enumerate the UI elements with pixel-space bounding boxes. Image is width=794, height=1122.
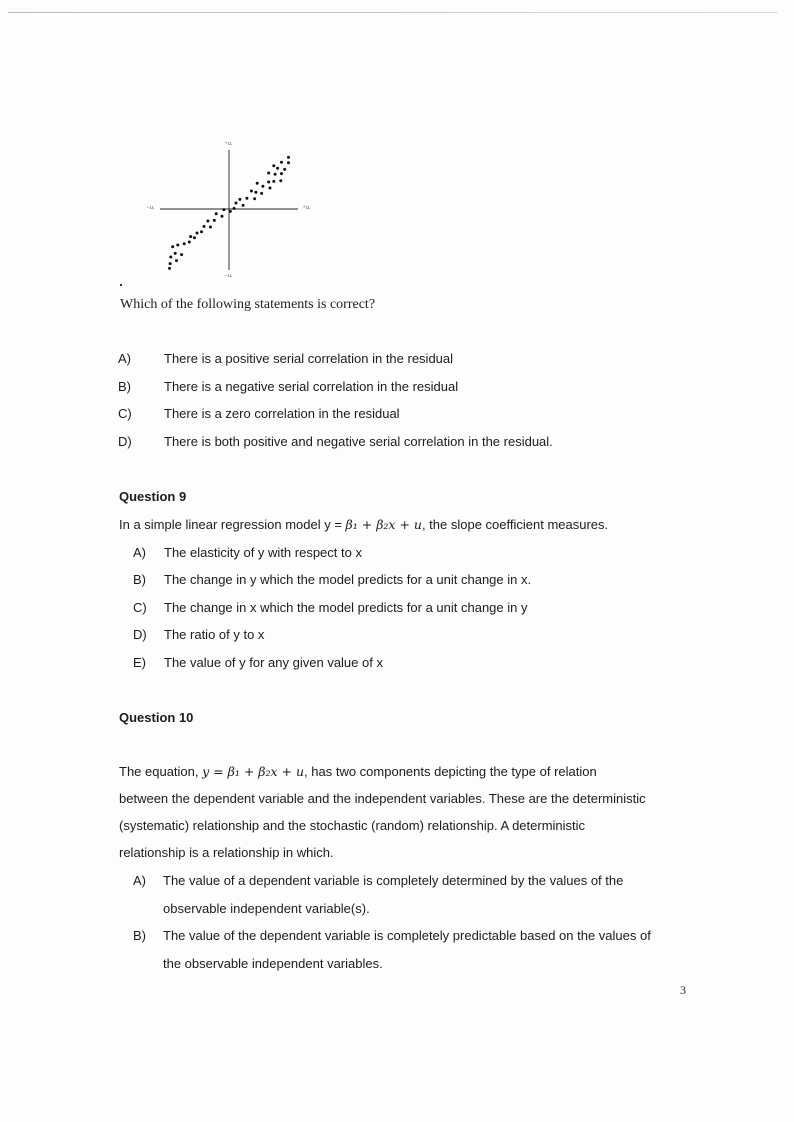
scatter-point: [209, 226, 212, 229]
question-10-line-1: [119, 764, 597, 779]
option-text: There is a zero correlation in the residual: [164, 406, 400, 421]
option-text-line-1: The value of the dependent variable is completely predictable based on the values of: [163, 928, 651, 943]
question-10-line-3: (systematic) relationship and the stochastic (random) relationship. A deterministic: [119, 818, 586, 833]
scatter-point: [280, 161, 283, 164]
scatter-point: [171, 245, 174, 248]
question-8-stem: Which of the following statements is correct?: [120, 297, 376, 312]
scatter-point: [203, 225, 206, 228]
scatter-point: [213, 219, 216, 222]
question-10-line-2: between the dependent variable and the independent variables. These are the deterministic: [119, 791, 646, 806]
scatter-point: [176, 244, 179, 247]
scatter-point: [267, 181, 270, 184]
scatter-point: [180, 253, 183, 256]
option-letter: A): [118, 351, 131, 366]
scatter-point: [274, 173, 277, 176]
option-letter: C): [118, 406, 132, 421]
option-text: The ratio of y to x: [164, 627, 265, 642]
question-9-heading: Question 9: [119, 489, 187, 504]
scatter-point: [233, 207, 236, 210]
x-axis-positive-label: +uᵢ: [302, 205, 310, 211]
scatter-point: [245, 197, 248, 200]
scatter-point: [200, 230, 203, 233]
option-letter: A): [133, 545, 146, 560]
scatter-point: [215, 212, 218, 215]
scatter-point: [287, 156, 290, 159]
y-axis-positive-label: +uᵢ: [224, 141, 232, 147]
option-text: The change in y which the model predicts for a unit change in x.: [164, 572, 532, 587]
scatter-point: [253, 197, 256, 200]
scatter-point: [222, 208, 225, 211]
question-10-heading: Question 10: [119, 710, 194, 725]
stem-equation: β₁ + β₂x + u: [345, 517, 422, 532]
scatter-point: [168, 267, 171, 270]
scatter-point: [169, 256, 172, 259]
scatter-point: [279, 179, 282, 182]
scatter-point: [280, 172, 283, 175]
stem-equation: y = β₁ + β₂x + u: [202, 764, 305, 779]
option-letter: E): [133, 655, 146, 670]
option-text: The change in x which the model predicts for a unit change in y: [164, 600, 528, 615]
option-letter: B): [118, 379, 131, 394]
scatter-point: [188, 241, 191, 244]
option-letter: A): [133, 873, 146, 888]
scatter-point: [254, 191, 257, 194]
scatter-point: [272, 180, 275, 183]
scatter-point: [250, 190, 253, 193]
option-text: The value of y for any given value of x: [164, 655, 383, 670]
option-letter: D): [133, 627, 147, 642]
scatter-point: [206, 220, 209, 223]
question-10-line-4: relationship is a relationship in which.: [119, 845, 334, 860]
scatter-point: [238, 198, 241, 201]
scatter-point: [260, 192, 263, 195]
scatter-point: [175, 259, 178, 262]
scatter-point: [272, 164, 275, 167]
scatter-point: [283, 168, 286, 171]
scatter-plot: [140, 138, 320, 288]
stem-text: The equation,: [119, 764, 203, 779]
scatter-point: [183, 242, 186, 245]
option-letter: D): [118, 434, 132, 449]
scatter-point: [269, 187, 272, 190]
stem-text: , has two components depicting the type of relation: [304, 764, 597, 779]
scatter-point: [229, 210, 232, 213]
page-top-rule: [8, 12, 778, 13]
stem-text: , the slope coefficient measures.: [421, 517, 609, 532]
scatter-point: [267, 172, 270, 175]
question-9-stem: [119, 517, 608, 532]
scatter-point: [221, 215, 224, 218]
option-text-line-2: observable independent variable(s).: [163, 901, 370, 916]
scatter-point: [256, 182, 259, 185]
scatter-point: [287, 161, 290, 164]
scatter-point: [193, 236, 196, 239]
scatter-point: [196, 232, 199, 235]
stem-text: In a simple linear regression model y =: [119, 517, 346, 532]
stray-dot: [120, 284, 122, 286]
option-text: There is a positive serial correlation in the residual: [164, 351, 454, 366]
scatter-point: [261, 185, 264, 188]
y-axis-negative-label: −uᵢ: [224, 273, 232, 279]
x-axis-negative-label: −uᵢ: [146, 205, 154, 211]
option-text: The elasticity of y with respect to x: [164, 545, 362, 560]
scatter-point: [174, 252, 177, 255]
option-letter: B): [133, 572, 146, 587]
option-text-line-2: the observable independent variables.: [163, 956, 383, 971]
scatter-point: [242, 204, 245, 207]
scatter-point: [235, 202, 238, 205]
option-text: There is both positive and negative serial correlation in the residual.: [164, 434, 553, 449]
residual-scatter-figure: [140, 138, 320, 288]
option-text-line-1: The value of a dependent variable is completely determined by the values of the: [163, 873, 624, 888]
scatter-point: [276, 167, 279, 170]
scatter-point: [189, 235, 192, 238]
scatter-point: [169, 262, 172, 265]
option-text: There is a negative serial correlation in the residual: [164, 379, 459, 394]
option-letter: C): [133, 600, 147, 615]
page-number: 3: [680, 983, 686, 997]
option-letter: B): [133, 928, 146, 943]
